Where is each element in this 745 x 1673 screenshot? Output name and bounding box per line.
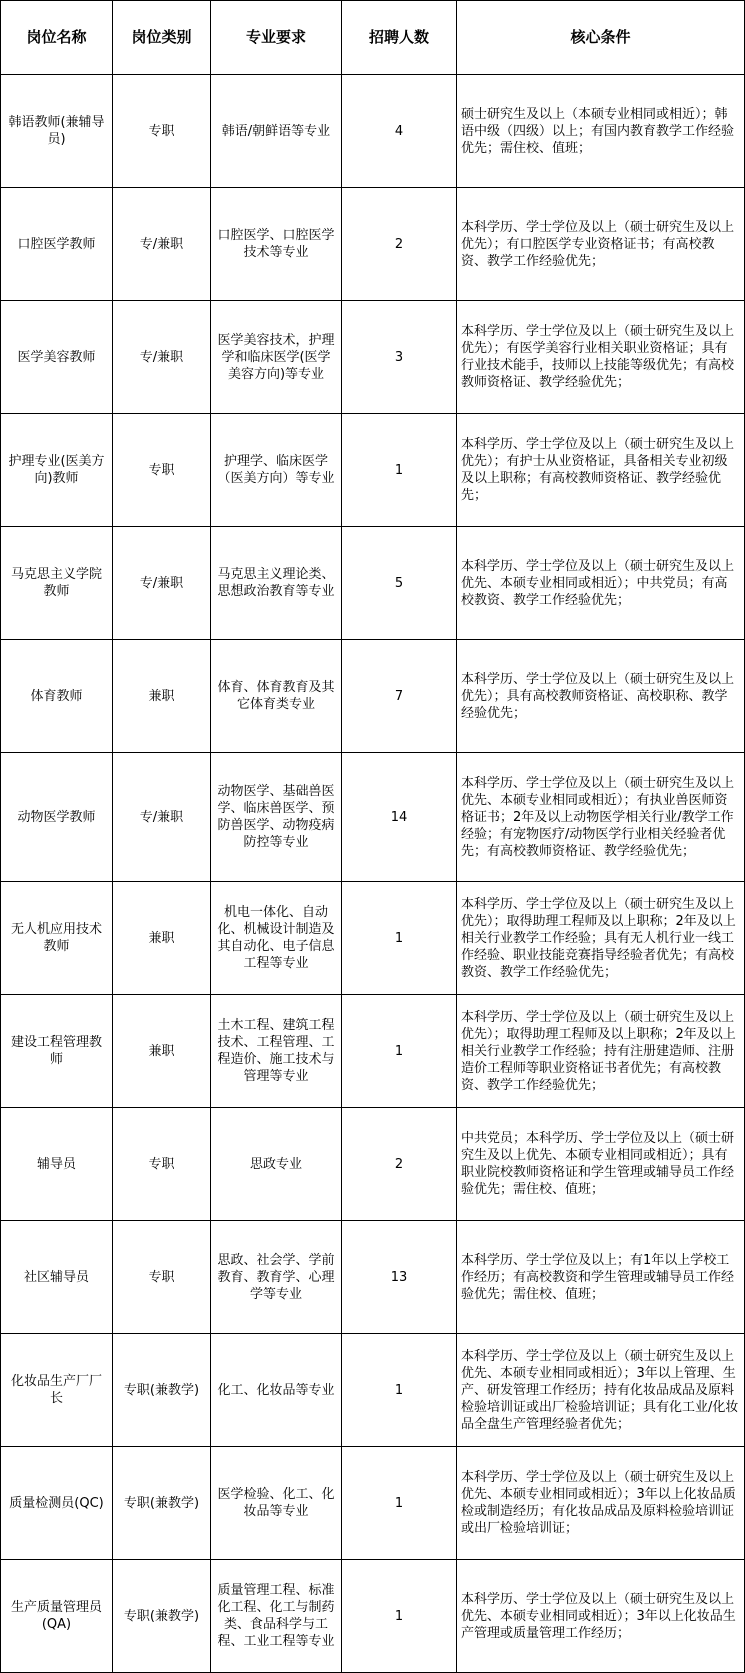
- major-requirement-cell: 质量管理工程、标准化工程、化工与制药类、食品科学与工程、工业工程等专业: [211, 1560, 342, 1673]
- core-conditions-cell: 中共党员；本科学历、学士学位及以上（硕士研究生及以上优先、本硕专业相同或相近）；具有职业院校教师资格证和学生管理或辅导员工作经验优先；需住校、值班；: [457, 1108, 745, 1221]
- major-requirement-cell: 韩语/朝鲜语等专业: [211, 75, 342, 188]
- position-name-cell: 护理专业(医美方向)教师: [1, 414, 113, 527]
- header-major-requirement: 专业要求: [211, 1, 342, 75]
- core-conditions-cell: 本科学历、学士学位及以上（硕士研究生及以上优先）；取得助理工程师及以上职称；2年及以上相关行业教学工作经验；具有无人机行业一线工作经验、职业技能竞赛指导经验者优先；有高校教资、教学工作经验优先；: [457, 882, 745, 995]
- table-row: [1, 527, 745, 640]
- major-requirement-cell: 机电一体化、自动化、机械设计制造及其自动化、电子信息工程等专业: [211, 882, 342, 995]
- table-row: [1, 882, 745, 995]
- core-conditions-cell: 本科学历、学士学位及以上（硕士研究生及以上优先、本硕专业相同或相近）；3年以上化妆品生产管理或质量管理工作经历；: [457, 1560, 745, 1673]
- hiring-count-cell: 1: [342, 414, 457, 527]
- core-conditions-cell: 本科学历、学士学位及以上（硕士研究生及以上优先、本硕专业相同或相近）；有执业兽医师资格证书；2年及以上动物医学相关行业/教学工作经验；有宠物医疗/动物医学行业相关经验者优先；有高校教师资格证、教学经验优先；: [457, 753, 745, 882]
- position-type-cell: 专职(兼教学): [113, 1560, 211, 1673]
- hiring-count-cell: 1: [342, 1447, 457, 1560]
- major-requirement-cell: 医学检验、化工、化妆品等专业: [211, 1447, 342, 1560]
- table-row: [1, 414, 745, 527]
- table-row: [1, 995, 745, 1108]
- core-conditions-cell: 本科学历、学士学位及以上（硕士研究生及以上优先、本硕专业相同或相近）；中共党员；有高校教资、教学工作经验优先；: [457, 527, 745, 640]
- table-row: [1, 1108, 745, 1221]
- position-type-cell: 专/兼职: [113, 301, 211, 414]
- position-type-cell: 专/兼职: [113, 527, 211, 640]
- hiring-count-cell: 1: [342, 995, 457, 1108]
- position-name-cell: 质量检测员(QC): [1, 1447, 113, 1560]
- core-conditions-cell: 本科学历、学士学位及以上（硕士研究生及以上优先、本硕专业相同或相近）；3年以上管理、生产、研发管理工作经历；持有化妆品成品及原料检验培训证或出厂检验培训证；具有化工业/化妆品全盘生产管理经验者优先；: [457, 1334, 745, 1447]
- position-type-cell: 专职: [113, 75, 211, 188]
- table-row: [1, 753, 745, 882]
- position-type-cell: 专职: [113, 1221, 211, 1334]
- position-name-cell: 医学美容教师: [1, 301, 113, 414]
- hiring-count-cell: 13: [342, 1221, 457, 1334]
- table-row: [1, 1334, 745, 1447]
- major-requirement-cell: 土木工程、建筑工程技术、工程管理、工程造价、施工技术与管理等专业: [211, 995, 342, 1108]
- table-row: [1, 1447, 745, 1560]
- major-requirement-cell: 医学美容技术，护理学和临床医学(医学美容方向)等专业: [211, 301, 342, 414]
- hiring-count-cell: 2: [342, 188, 457, 301]
- core-conditions-cell: 本科学历、学士学位及以上（硕士研究生及以上优先）；取得助理工程师及以上职称；2年及以上相关行业教学工作经验；持有注册建造师、注册造价工程师等职业资格证书者优先；有高校教资、教学工作经验优先；: [457, 995, 745, 1108]
- position-type-cell: 兼职: [113, 882, 211, 995]
- core-conditions-cell: 本科学历、学士学位及以上；有1年以上学校工作经历；有高校教资和学生管理或辅导员工作经验优先；需住校、值班；: [457, 1221, 745, 1334]
- hiring-count-cell: 7: [342, 640, 457, 753]
- header-row: [1, 1, 745, 75]
- major-requirement-cell: 口腔医学、口腔医学技术等专业: [211, 188, 342, 301]
- position-type-cell: 专职(兼教学): [113, 1334, 211, 1447]
- hiring-count-cell: 1: [342, 882, 457, 995]
- position-type-cell: 兼职: [113, 995, 211, 1108]
- hiring-count-cell: 1: [342, 1560, 457, 1673]
- major-requirement-cell: 动物医学、基础兽医学、临床兽医学、预防兽医学、动物疫病防控等专业: [211, 753, 342, 882]
- major-requirement-cell: 护理学、临床医学（医美方向）等专业: [211, 414, 342, 527]
- position-name-cell: 生产质量管理员(QA): [1, 1560, 113, 1673]
- position-name-cell: 辅导员: [1, 1108, 113, 1221]
- table-row: [1, 1221, 745, 1334]
- position-name-cell: 无人机应用技术教师: [1, 882, 113, 995]
- hiring-count-cell: 1: [342, 1334, 457, 1447]
- table-row: [1, 640, 745, 753]
- header-position-type: 岗位类别: [113, 1, 211, 75]
- hiring-count-cell: 2: [342, 1108, 457, 1221]
- position-name-cell: 动物医学教师: [1, 753, 113, 882]
- position-name-cell: 韩语教师(兼辅导员): [1, 75, 113, 188]
- table-row: [1, 188, 745, 301]
- position-name-cell: 社区辅导员: [1, 1221, 113, 1334]
- position-name-cell: 马克思主义学院教师: [1, 527, 113, 640]
- position-name-cell: 建设工程管理教师: [1, 995, 113, 1108]
- major-requirement-cell: 体育、体育教育及其它体育类专业: [211, 640, 342, 753]
- header-core-conditions: 核心条件: [457, 1, 745, 75]
- core-conditions-cell: 本科学历、学士学位及以上（硕士研究生及以上优先）；有护士从业资格证，具备相关专业初级及以上职称；有高校教师资格证、教学经验优先；: [457, 414, 745, 527]
- position-type-cell: 兼职: [113, 640, 211, 753]
- core-conditions-cell: 本科学历、学士学位及以上（硕士研究生及以上优先）；有医学美容行业相关职业资格证；具有行业技术能手，技师以上技能等级优先；有高校教师资格证、教学经验优先；: [457, 301, 745, 414]
- core-conditions-cell: 本科学历、学士学位及以上（硕士研究生及以上优先）；有口腔医学专业资格证书；有高校教资、教学工作经验优先；: [457, 188, 745, 301]
- position-type-cell: 专/兼职: [113, 188, 211, 301]
- table-row: [1, 1560, 745, 1673]
- position-type-cell: 专职(兼教学): [113, 1447, 211, 1560]
- position-name-cell: 化妆品生产厂厂长: [1, 1334, 113, 1447]
- table-row: [1, 301, 745, 414]
- position-name-cell: 口腔医学教师: [1, 188, 113, 301]
- hiring-count-cell: 14: [342, 753, 457, 882]
- major-requirement-cell: 化工、化妆品等专业: [211, 1334, 342, 1447]
- header-position-name: 岗位名称: [1, 1, 113, 75]
- hiring-count-cell: 3: [342, 301, 457, 414]
- major-requirement-cell: 思政、社会学、学前教育、教育学、心理学等专业: [211, 1221, 342, 1334]
- hiring-count-cell: 4: [342, 75, 457, 188]
- position-type-cell: 专/兼职: [113, 753, 211, 882]
- major-requirement-cell: 马克思主义理论类、思想政治教育等专业: [211, 527, 342, 640]
- header-hiring-count: 招聘人数: [342, 1, 457, 75]
- core-conditions-cell: 本科学历、学士学位及以上（硕士研究生及以上优先）；具有高校教师资格证、高校职称、教学经验优先；: [457, 640, 745, 753]
- core-conditions-cell: 本科学历、学士学位及以上（硕士研究生及以上优先、本硕专业相同或相近）；3年以上化妆品质检或制造经历；有化妆品成品及原料检验培训证或出厂检验培训证；: [457, 1447, 745, 1560]
- table-row: [1, 75, 745, 188]
- position-type-cell: 专职: [113, 414, 211, 527]
- major-requirement-cell: 思政专业: [211, 1108, 342, 1221]
- position-type-cell: 专职: [113, 1108, 211, 1221]
- hiring-count-cell: 5: [342, 527, 457, 640]
- core-conditions-cell: 硕士研究生及以上（本硕专业相同或相近）；韩语中级（四级）以上；有国内教育教学工作经验优先；需住校、值班；: [457, 75, 745, 188]
- position-name-cell: 体育教师: [1, 640, 113, 753]
